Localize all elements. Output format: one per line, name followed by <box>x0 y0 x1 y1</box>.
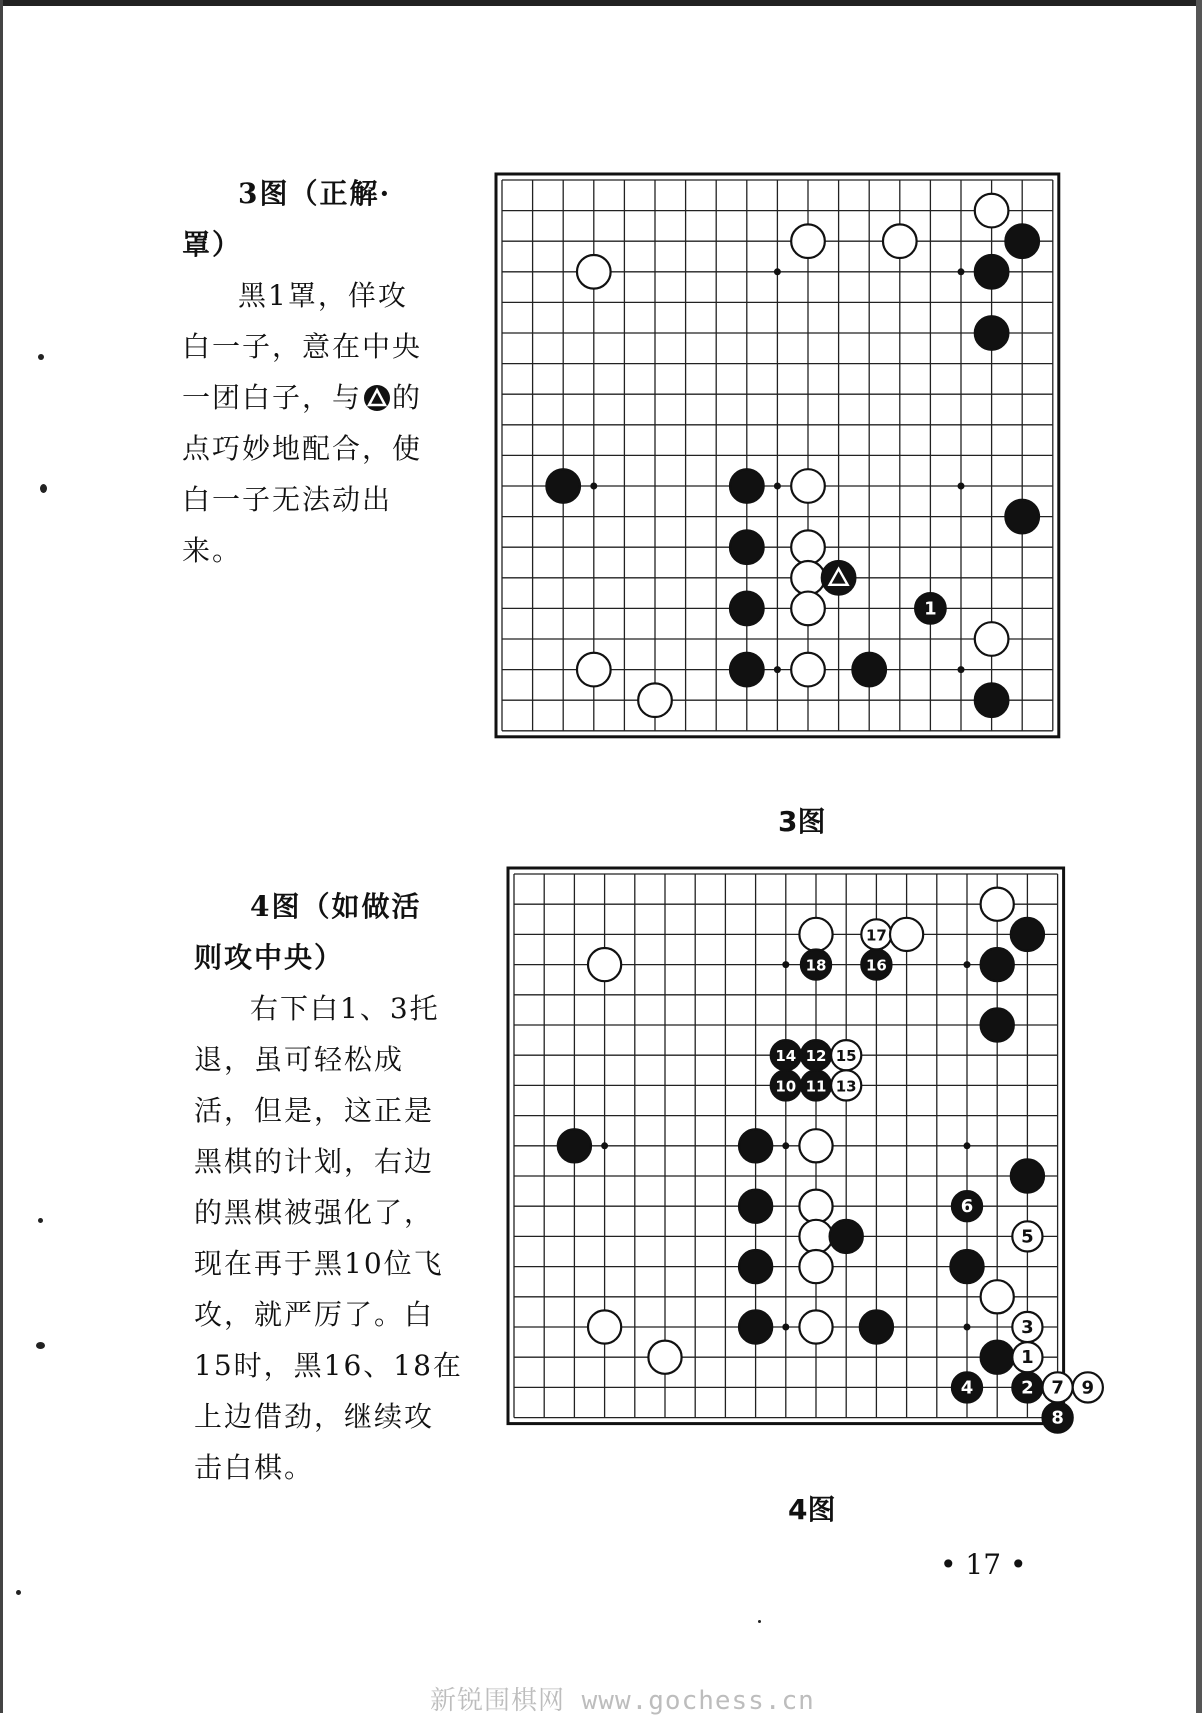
white-stone <box>799 1310 832 1343</box>
white-stone <box>791 561 825 595</box>
diagram4-body-line: 退，虽可轻松成 <box>194 1043 405 1076</box>
move-number: 7 <box>1051 1377 1064 1399</box>
black-stone <box>975 255 1009 289</box>
move-number: 11 <box>805 1077 827 1096</box>
scan-speck <box>16 1590 21 1595</box>
diagram3-caption: 3图 <box>778 805 826 838</box>
diagram4-body-line: 上边借劲，继续攻 <box>194 1400 435 1433</box>
white-stone <box>648 1341 681 1374</box>
black-stone <box>981 1008 1014 1041</box>
scan-speck <box>40 484 47 493</box>
diagram4-caption: 4图 <box>788 1493 836 1526</box>
stone-disc <box>739 1129 772 1162</box>
stone-disc <box>588 1310 621 1343</box>
diagram4-heading-line2: 则攻中央） <box>194 941 345 974</box>
board-grid <box>496 174 1059 737</box>
white-stone <box>975 194 1009 228</box>
stone-disc <box>730 653 764 687</box>
stone-disc <box>791 469 825 503</box>
move-number: 15 <box>835 1047 857 1066</box>
stone-disc <box>799 1129 832 1162</box>
white-stone <box>981 888 1014 921</box>
black-stone <box>1005 500 1039 534</box>
diagram3-body-line: 一团白子，与 的 <box>182 381 423 414</box>
move-number: 1 <box>1021 1347 1034 1369</box>
move-number: 12 <box>805 1047 827 1066</box>
stone-disc <box>730 530 764 564</box>
black-stone <box>558 1129 591 1162</box>
black-stone <box>861 950 891 980</box>
stone-disc <box>950 1250 983 1283</box>
white-stone <box>799 1250 832 1283</box>
move-number: 16 <box>865 956 887 975</box>
triangle-stone-icon <box>364 385 390 411</box>
stone-disc <box>830 1220 863 1253</box>
move-number: 10 <box>775 1077 797 1096</box>
star-point <box>601 1142 608 1149</box>
black-stone <box>801 950 831 980</box>
stone-disc <box>981 948 1014 981</box>
page-number: • 17 • <box>940 1548 1027 1581</box>
stone-disc <box>558 1129 591 1162</box>
move-number: 3 <box>1021 1317 1034 1338</box>
move-number: 4 <box>960 1377 974 1399</box>
black-stone <box>1011 1159 1044 1192</box>
stone-disc <box>860 1310 893 1343</box>
stone-disc <box>799 918 832 951</box>
stone-disc <box>852 653 886 687</box>
white-stone <box>1012 1312 1042 1342</box>
white-stone <box>577 255 611 289</box>
diagram3-text <box>182 168 452 576</box>
diagram3-body-line: 白一子，意在中央 <box>182 330 423 363</box>
black-stone <box>852 653 886 687</box>
white-stone <box>883 224 917 258</box>
stone-disc <box>739 1310 772 1343</box>
diagram3-body-line: 来。 <box>182 534 243 567</box>
white-stone <box>588 948 621 981</box>
white-stone <box>588 1310 621 1343</box>
move-number: 9 <box>1081 1377 1095 1399</box>
stone-disc <box>791 592 825 626</box>
diagram3-heading-line1: 3图（正解· <box>238 177 392 210</box>
stone-disc <box>1011 918 1044 951</box>
stone-disc <box>546 469 580 503</box>
black-stone <box>739 1310 772 1343</box>
white-stone <box>890 918 923 951</box>
stone-disc <box>739 1190 772 1223</box>
white-stone <box>831 1040 861 1070</box>
watermark: 新锐围棋网 www.gochess.cn <box>430 1686 815 1716</box>
black-stone <box>730 469 764 503</box>
white-stone <box>638 683 672 717</box>
diagram4-body-line: 黑棋的计划，右边 <box>194 1145 435 1178</box>
star-point <box>964 1142 971 1149</box>
stone-disc <box>638 683 672 717</box>
white-stone <box>791 224 825 258</box>
diagram4-body-line: 攻，就严厉了。白 <box>194 1298 435 1331</box>
stone-disc <box>975 255 1009 289</box>
stone-disc <box>799 1220 832 1253</box>
white-stone <box>791 469 825 503</box>
stone-disc <box>739 1250 772 1283</box>
star-point <box>774 268 781 275</box>
star-point <box>782 1324 789 1331</box>
stone-disc <box>577 653 611 687</box>
white-stone <box>799 1190 832 1223</box>
black-stone <box>822 561 856 595</box>
black-stone <box>915 593 946 624</box>
star-point <box>590 483 597 490</box>
move-number: 5 <box>1021 1226 1034 1248</box>
black-stone <box>975 683 1009 717</box>
white-stone <box>975 622 1009 656</box>
stone-disc <box>975 194 1009 228</box>
move-number: 14 <box>775 1047 797 1066</box>
move-number: 13 <box>835 1077 857 1096</box>
diagram4-body-line: 击白棋。 <box>194 1451 315 1484</box>
stone-disc <box>588 948 621 981</box>
stone-disc <box>981 1341 1014 1374</box>
scan-top-border <box>0 0 1202 6</box>
stone-disc <box>883 224 917 258</box>
stone-disc <box>730 469 764 503</box>
diagram4-body-line: 活，但是，这正是 <box>194 1094 435 1127</box>
white-stone <box>791 530 825 564</box>
star-point <box>774 666 781 673</box>
stone-disc <box>799 1250 832 1283</box>
diagram4-text <box>194 881 474 1493</box>
stone-disc <box>975 683 1009 717</box>
black-stone <box>1005 224 1039 258</box>
white-stone <box>981 1280 1014 1313</box>
black-stone <box>975 316 1009 350</box>
white-stone <box>799 918 832 951</box>
black-stone <box>801 1070 831 1100</box>
black-stone <box>952 1372 982 1402</box>
move-number: 18 <box>805 956 827 975</box>
stone-disc <box>791 224 825 258</box>
diagram4-board <box>502 862 1142 1482</box>
diagram4-body-line: 的黑棋被强化了， <box>194 1196 435 1229</box>
white-stone <box>799 1129 832 1162</box>
stone-disc <box>822 561 856 595</box>
star-point <box>774 483 781 490</box>
black-stone <box>730 653 764 687</box>
move-number: 8 <box>1051 1407 1064 1429</box>
stone-disc <box>799 1190 832 1223</box>
white-stone <box>1073 1372 1103 1402</box>
diagram3-heading-line2: 罩） <box>182 228 243 261</box>
stone-disc <box>799 1310 832 1343</box>
black-stone <box>1012 1372 1042 1402</box>
black-stone <box>801 1040 831 1070</box>
stone-disc <box>648 1341 681 1374</box>
black-stone <box>1043 1403 1073 1433</box>
stone-disc <box>975 316 1009 350</box>
black-stone <box>771 1040 801 1070</box>
black-stone <box>739 1190 772 1223</box>
star-point <box>958 268 965 275</box>
move-number: 6 <box>960 1196 974 1218</box>
diagram3-body-line: 黑1罩，佯攻 <box>238 279 408 312</box>
white-stone <box>799 1220 832 1253</box>
black-stone <box>981 948 1014 981</box>
star-point <box>964 961 971 968</box>
stone-disc <box>577 255 611 289</box>
black-stone <box>739 1250 772 1283</box>
stone-disc <box>1011 1159 1044 1192</box>
black-stone <box>830 1220 863 1253</box>
stone-disc <box>1005 500 1039 534</box>
scan-speck <box>38 354 44 360</box>
scan-speck <box>758 1620 761 1623</box>
stone-disc <box>730 592 764 626</box>
black-stone <box>860 1310 893 1343</box>
move-number: 2 <box>1021 1377 1034 1399</box>
black-stone <box>739 1129 772 1162</box>
black-stone <box>730 592 764 626</box>
white-stone <box>1012 1342 1042 1372</box>
move-number: 1 <box>924 598 937 620</box>
scan-speck <box>38 1218 43 1223</box>
star-point <box>782 961 789 968</box>
black-stone <box>546 469 580 503</box>
stone-disc <box>981 888 1014 921</box>
star-point <box>964 1324 971 1331</box>
white-stone <box>831 1070 861 1100</box>
scan-right-border <box>1196 0 1202 1713</box>
star-point <box>958 666 965 673</box>
black-stone <box>1011 918 1044 951</box>
white-stone <box>791 653 825 687</box>
move-number: 17 <box>865 926 887 945</box>
stone-disc <box>890 918 923 951</box>
scan-speck <box>36 1342 45 1349</box>
white-stone <box>577 653 611 687</box>
diagram3-body-line: 点巧妙地配合，使 <box>182 432 423 465</box>
stone-disc <box>981 1280 1014 1313</box>
diagram4-body-line: 右下白1、3托 <box>250 992 440 1025</box>
white-stone <box>791 592 825 626</box>
stone-disc <box>1005 224 1039 258</box>
stone-disc <box>975 622 1009 656</box>
scan-left-border <box>0 0 3 1713</box>
stone-disc <box>791 530 825 564</box>
diagram4-heading-line1: 4图（如做活 <box>250 890 422 923</box>
stone-disc <box>791 561 825 595</box>
stone-disc <box>791 653 825 687</box>
black-stone <box>771 1070 801 1100</box>
diagram4-body-line: 15时，黑16、18在 <box>194 1349 463 1382</box>
star-point <box>958 483 965 490</box>
diagram3-body-line: 白一子无法动出 <box>182 483 393 516</box>
stone-disc <box>981 1008 1014 1041</box>
white-stone <box>861 919 891 949</box>
white-stone <box>1012 1221 1042 1251</box>
white-stone <box>1043 1372 1073 1402</box>
black-stone <box>952 1191 982 1221</box>
black-stone <box>730 530 764 564</box>
star-point <box>782 1142 789 1149</box>
black-stone <box>981 1341 1014 1374</box>
black-stone <box>950 1250 983 1283</box>
diagram4-body-line: 现在再于黑10位飞 <box>194 1247 444 1280</box>
diagram3-board <box>490 168 1110 788</box>
